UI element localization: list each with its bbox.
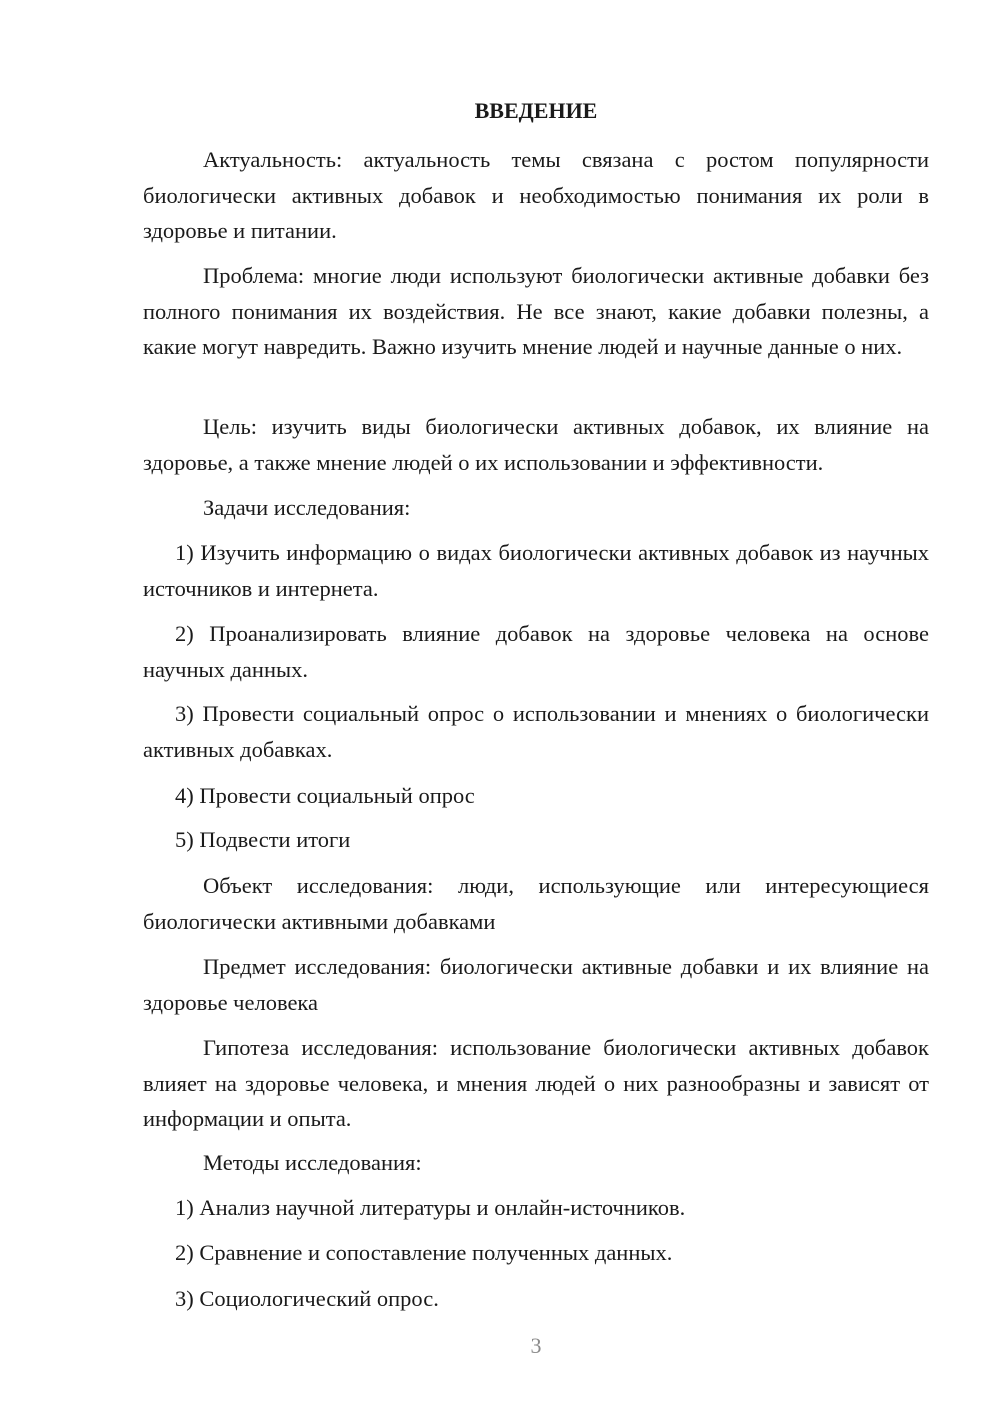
task-item-2: 2) Проанализировать влияние добавок на здоровье человека на основе научных данных. [143,621,929,682]
methods-heading: Методы исследования: [203,1150,422,1175]
page-number: 3 [530,1333,542,1358]
problem-paragraph: Проблема: многие люди используют биологически активные добавки без полного понимания их воздействия. Не все знают, какие добавки полезны, а какие могут навредить. Важно изучить мнение людей и научные данные о них. [143,263,929,359]
subject-paragraph: Предмет исследования: биологически активные добавки и их влияние на здоровье человека [143,954,929,1015]
task-item-1: 1) Изучить информацию о видах биологически активных добавок из научных источников и интернета. [143,540,929,601]
goal-paragraph: Цель: изучить виды биологически активных добавок, их влияние на здоровье, а также мнение людей о их использовании и эффективности. [143,414,929,475]
task-item-3: 3) Провести социальный опрос о использовании и мнениях о биологически активных добавках. [143,701,929,762]
task-item-4: 4) Провести социальный опрос [175,783,475,808]
method-item-3: 3) Социологический опрос. [175,1286,439,1311]
method-item-1: 1) Анализ научной литературы и онлайн-источников. [175,1195,686,1220]
hypothesis-paragraph: Гипотеза исследования: использование биологически активных добавок влияет на здоровье человека, и мнения людей о них разнообразны и зависят от информации и опыта. [143,1035,929,1131]
object-paragraph: Объект исследования: люди, использующие или интересующиеся биологически активными добавками [143,873,929,934]
method-item-2: 2) Сравнение и сопоставление полученных данных. [175,1240,673,1265]
tasks-heading: Задачи исследования: [203,495,411,520]
task-item-5: 5) Подвести итоги [175,827,351,852]
page-title: ВВЕДЕНИЕ [474,98,598,123]
relevance-paragraph: Актуальность: актуальность темы связана с ростом популярности биологически активных добавок и необходимостью понимания их роли в здоровье и питании. [143,147,929,243]
